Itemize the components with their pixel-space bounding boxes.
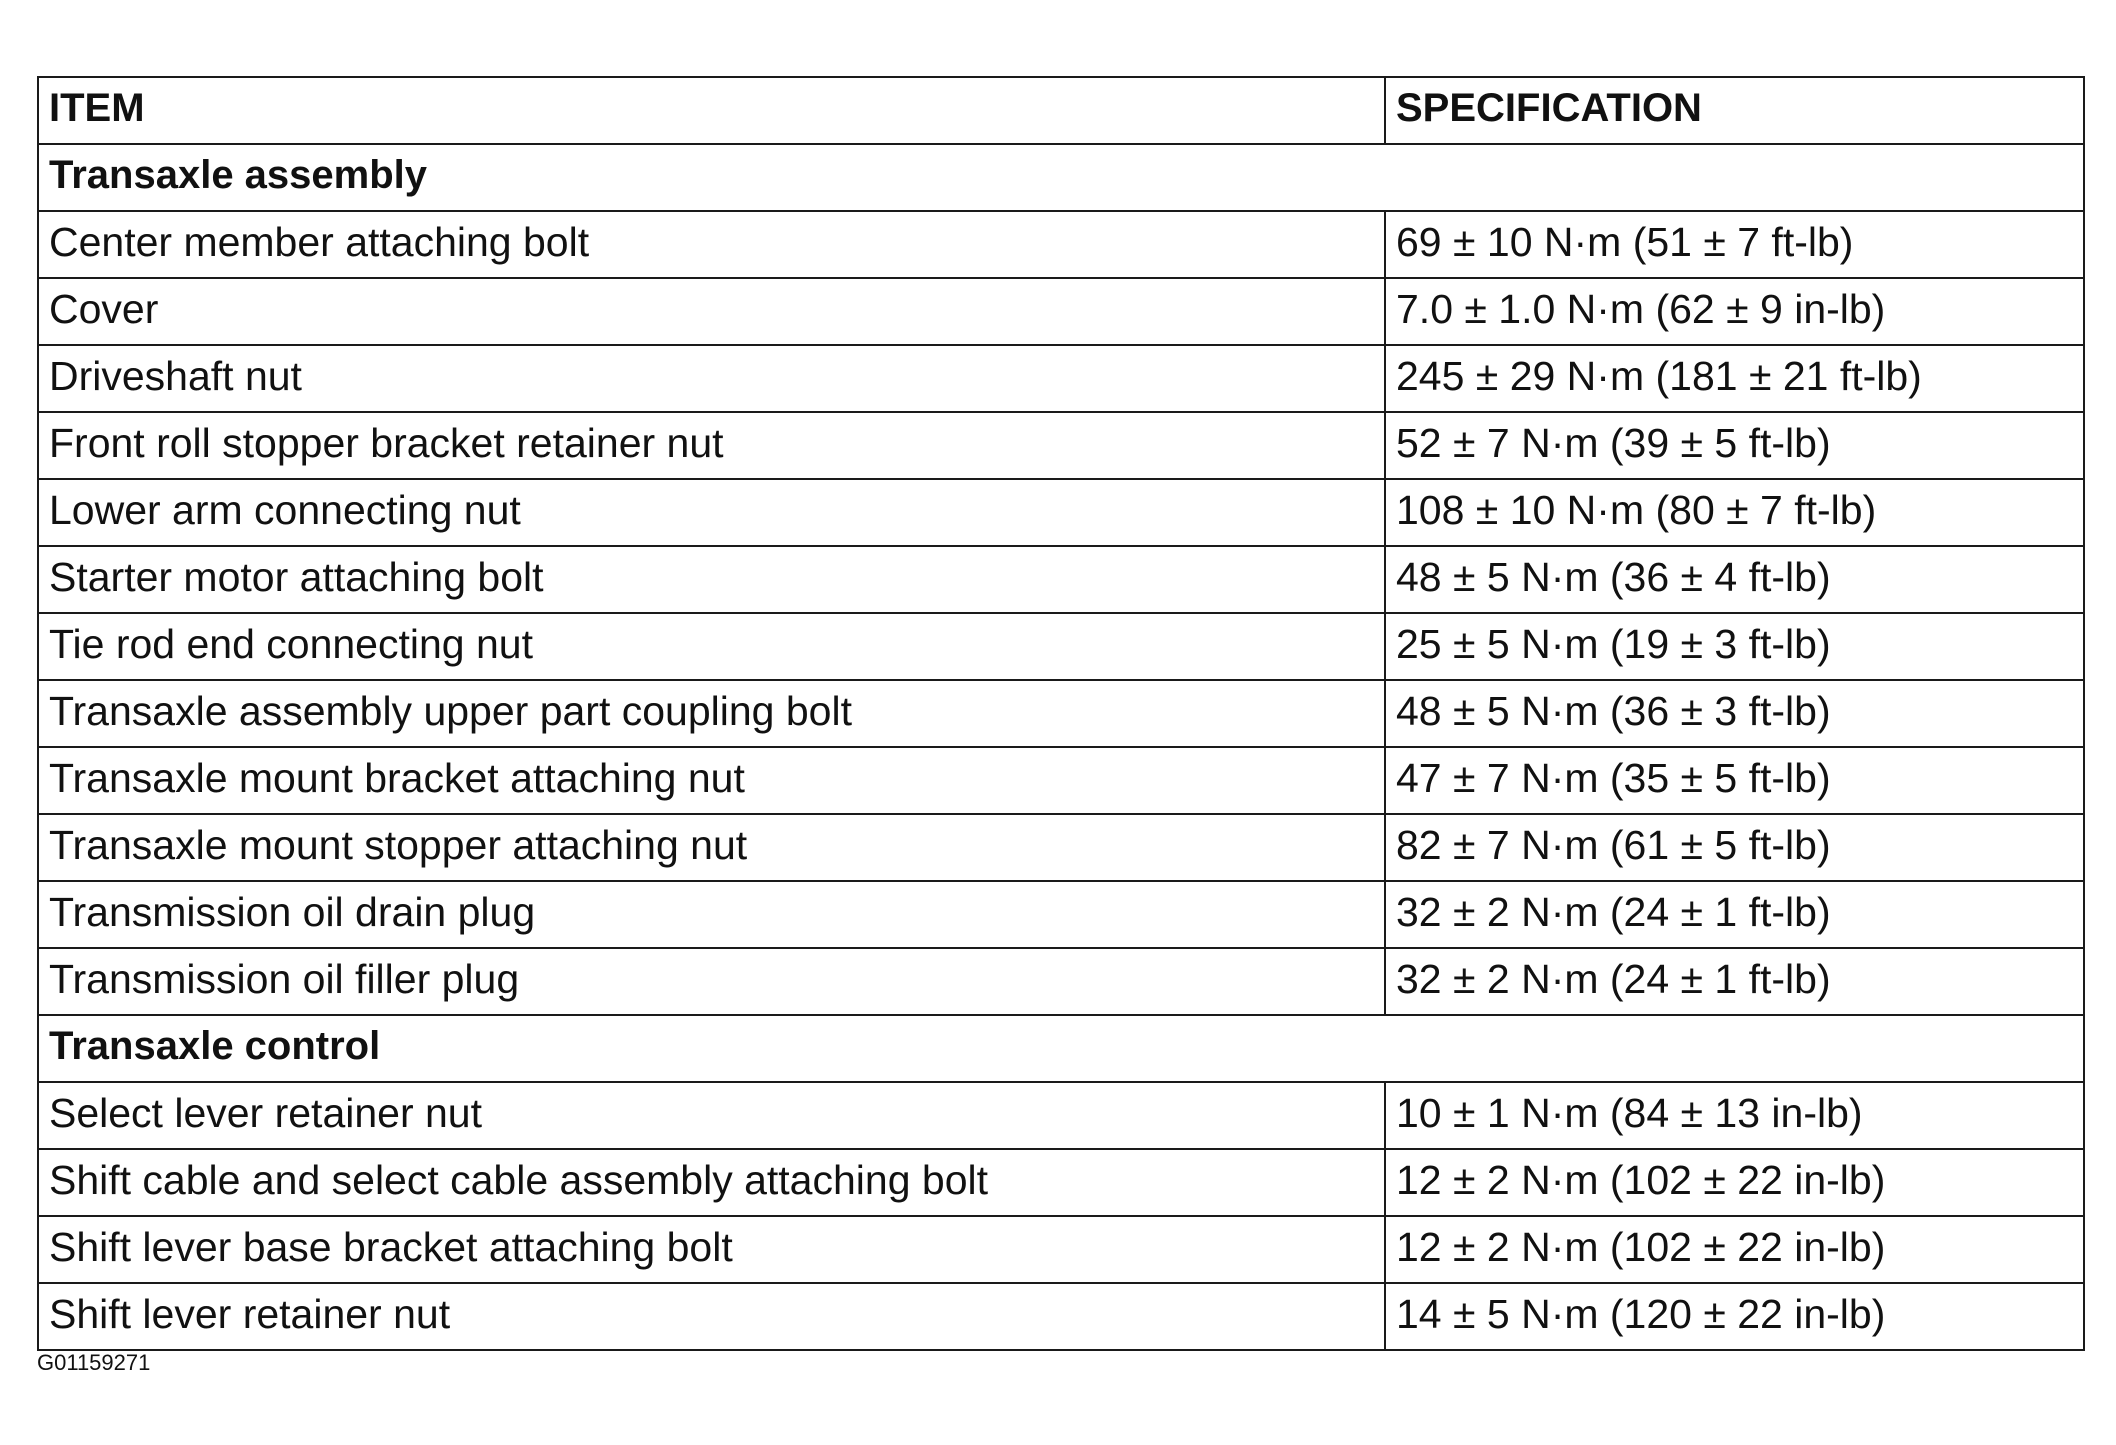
table-body xyxy=(38,144,2084,1350)
item-cell: Shift cable and select cable assembly attaching bolt xyxy=(38,1149,1385,1216)
section-title: Transaxle control xyxy=(38,1015,2084,1082)
item-cell: Transaxle mount stopper attaching nut xyxy=(38,814,1385,881)
figure-id: G01159271 xyxy=(37,1350,151,1375)
table-row xyxy=(38,1283,2084,1350)
table-row xyxy=(38,1149,2084,1216)
specification-cell: 108 ± 10 N·m (80 ± 7 ft-lb) xyxy=(1385,479,2084,546)
specification-cell: 245 ± 29 N·m (181 ± 21 ft-lb) xyxy=(1385,345,2084,412)
table-row xyxy=(38,747,2084,814)
torque-spec-table xyxy=(37,76,2085,1351)
specification-cell: 25 ± 5 N·m (19 ± 3 ft-lb) xyxy=(1385,613,2084,680)
item-cell: Lower arm connecting nut xyxy=(38,479,1385,546)
table-row xyxy=(38,345,2084,412)
specification-cell: 32 ± 2 N·m (24 ± 1 ft-lb) xyxy=(1385,948,2084,1015)
specification-cell: 12 ± 2 N·m (102 ± 22 in-lb) xyxy=(1385,1149,2084,1216)
item-cell: Transaxle assembly upper part coupling bolt xyxy=(38,680,1385,747)
item-cell: Transmission oil drain plug xyxy=(38,881,1385,948)
specification-cell: 47 ± 7 N·m (35 ± 5 ft-lb) xyxy=(1385,747,2084,814)
table-row xyxy=(38,211,2084,278)
item-cell: Starter motor attaching bolt xyxy=(38,546,1385,613)
specification-cell: 7.0 ± 1.0 N·m (62 ± 9 in-lb) xyxy=(1385,278,2084,345)
section-row xyxy=(38,1015,2084,1082)
column-header-item: ITEM xyxy=(38,77,1385,144)
specification-cell: 52 ± 7 N·m (39 ± 5 ft-lb) xyxy=(1385,412,2084,479)
table-row xyxy=(38,546,2084,613)
item-cell: Shift lever retainer nut xyxy=(38,1283,1385,1350)
section-title: Transaxle assembly xyxy=(38,144,2084,211)
table-row xyxy=(38,278,2084,345)
specification-cell: 10 ± 1 N·m (84 ± 13 in-lb) xyxy=(1385,1082,2084,1149)
table-row xyxy=(38,881,2084,948)
specification-cell: 14 ± 5 N·m (120 ± 22 in-lb) xyxy=(1385,1283,2084,1350)
column-header-specification: SPECIFICATION xyxy=(1385,77,2084,144)
specification-cell: 48 ± 5 N·m (36 ± 4 ft-lb) xyxy=(1385,546,2084,613)
item-cell: Shift lever base bracket attaching bolt xyxy=(38,1216,1385,1283)
specification-cell: 12 ± 2 N·m (102 ± 22 in-lb) xyxy=(1385,1216,2084,1283)
item-cell: Select lever retainer nut xyxy=(38,1082,1385,1149)
table-row xyxy=(38,680,2084,747)
table-row xyxy=(38,412,2084,479)
item-cell: Transaxle mount bracket attaching nut xyxy=(38,747,1385,814)
specification-cell: 69 ± 10 N·m (51 ± 7 ft-lb) xyxy=(1385,211,2084,278)
item-cell: Center member attaching bolt xyxy=(38,211,1385,278)
item-cell: Front roll stopper bracket retainer nut xyxy=(38,412,1385,479)
table-row xyxy=(38,613,2084,680)
specification-cell: 48 ± 5 N·m (36 ± 3 ft-lb) xyxy=(1385,680,2084,747)
section-row xyxy=(38,144,2084,211)
specification-cell: 32 ± 2 N·m (24 ± 1 ft-lb) xyxy=(1385,881,2084,948)
table-row xyxy=(38,948,2084,1015)
table-row xyxy=(38,479,2084,546)
table-row xyxy=(38,1082,2084,1149)
item-cell: Driveshaft nut xyxy=(38,345,1385,412)
item-cell: Transmission oil filler plug xyxy=(38,948,1385,1015)
table-header-row xyxy=(38,77,2084,144)
item-cell: Cover xyxy=(38,278,1385,345)
table-row xyxy=(38,1216,2084,1283)
table-row xyxy=(38,814,2084,881)
specification-cell: 82 ± 7 N·m (61 ± 5 ft-lb) xyxy=(1385,814,2084,881)
item-cell: Tie rod end connecting nut xyxy=(38,613,1385,680)
